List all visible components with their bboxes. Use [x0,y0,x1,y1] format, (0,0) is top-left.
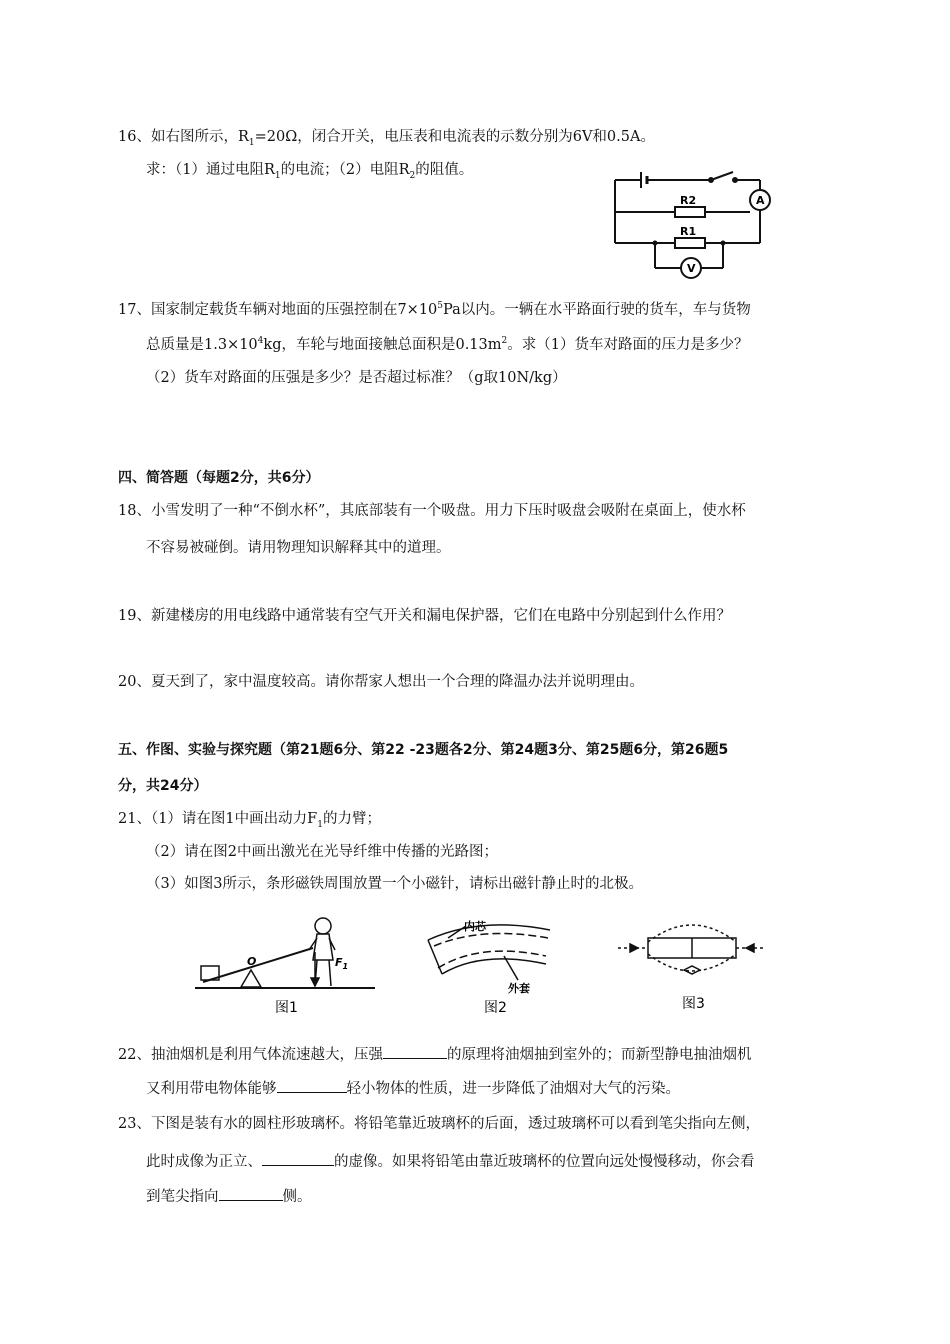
q23-blank-2[interactable] [219,1186,283,1201]
fiber-outer-bottom [442,959,546,974]
q22-line2: 又利用带电物体能够 轻小物体的性质，进一步降低了油烟对大气的污染。 [146,1078,680,1099]
q16-line1: 16、如右图所示，$R_1=20\Omega$，闭合开关，电压表和电流表的示数分别为6V和0.5A。 [118,129,655,148]
resistor-r2 [675,207,705,217]
r2-label: R2 [680,194,697,207]
figure-1-lever [195,910,375,1020]
q21-line3: （3）如图3所示，条形磁铁周围放置一个小磁针，请标出磁针静止时的北极。 [146,876,643,892]
q22-blank-1[interactable] [383,1044,447,1059]
q23-line3: 到笔尖指向 侧。 [146,1186,312,1207]
q21-line2: （2）请在图2中画出激光在光导纤维中传播的光路图； [146,844,498,860]
figure-3-caption: 图3 [682,996,705,1012]
q20-text: 20、夏天到了，家中温度较高。请你帮家人想出一个合理的降温办法并说明理由。 [118,674,644,690]
q17-line1: 17、国家制定载货车辆对地面的压强控制在$7\times 10^5Pa$以内。一辆在水平路面行驶的货车，车与货物 [118,301,751,318]
q22-line1: 22、抽油烟机是利用气体流速越大，压强 的原理将油烟抽到室外的；而新型静电抽油烟机 [118,1044,751,1065]
pivot-label: O [247,955,257,968]
figure-3-bar-magnet [612,912,772,1020]
circuit-diagram [605,168,780,280]
fulcrum [241,970,261,987]
switch-lever [711,172,733,180]
q17-line3: （2）货车对路面的压强是多少？是否超过标准？（g取10N/kg） [146,370,567,386]
resistor-r1 [675,238,705,248]
q16-number: 16、 [118,129,151,145]
q19-text: 19、新建楼房的用电线路中通常装有空气开关和漏电保护器，它们在电路中分别起到什么作用？ [118,608,731,624]
voltmeter-label: V [687,262,696,275]
figure-2-caption: 图2 [484,1000,507,1016]
q22-blank-2[interactable] [277,1078,347,1093]
q16-line2: 求：（1）通过电阻$R_1$的电流；（2）电阻$R_2$的阻值。 [146,162,474,181]
core-label: 内芯 [464,920,486,933]
figure-1-caption: 图1 [275,1000,298,1016]
q18-line1: 18、小雪发明了一种“不倒水杯”，其底部装有一个吸盘。用力下压时吸盘会吸附在桌面上，使水杯 [118,503,746,519]
section-5-title-line1: 五、作图、实验与探究题（第21题6分、第22 -23题各2分、第24题3分、第25题6分，第26题5 [118,742,729,758]
cladding-label: 外套 [508,982,530,995]
person-head [315,918,331,934]
section-5-title-line2: 分，共24分） [118,778,208,794]
q17-line2: 总质量是$1.3\times 10^4kg$，车轮与地面接触总面积是$0.13m^2$。求（1）货车对路面的压力是多少？ [146,336,749,353]
fiber-outer-top [428,925,550,940]
section-4-title: 四、简答题（每题2分，共6分） [118,470,320,486]
q21-line1: 21、（1）请在图1中画出动力$F_1$的力臂； [118,811,381,830]
q23-blank-1[interactable] [262,1151,334,1166]
figure-2-optical-fiber [420,912,560,1020]
q18-line2: 不容易被碰倒。请用物理知识解释其中的道理。 [146,540,451,556]
lever-bar [203,948,313,982]
r1-label: R1 [680,225,697,238]
person-body [313,934,333,960]
q23-line1: 23、下图是装有水的圆柱形玻璃杯。将铅笔靠近玻璃杯的后面，透过玻璃杯可以看到笔尖指向左侧， [118,1116,760,1132]
force-label: $F_1$ [335,956,349,971]
ammeter-label: A [756,194,765,207]
q23-line2: 此时成像为正立、 的虚像。如果将铅笔由靠近玻璃杯的位置向远处慢慢移动，你会看 [146,1151,755,1172]
